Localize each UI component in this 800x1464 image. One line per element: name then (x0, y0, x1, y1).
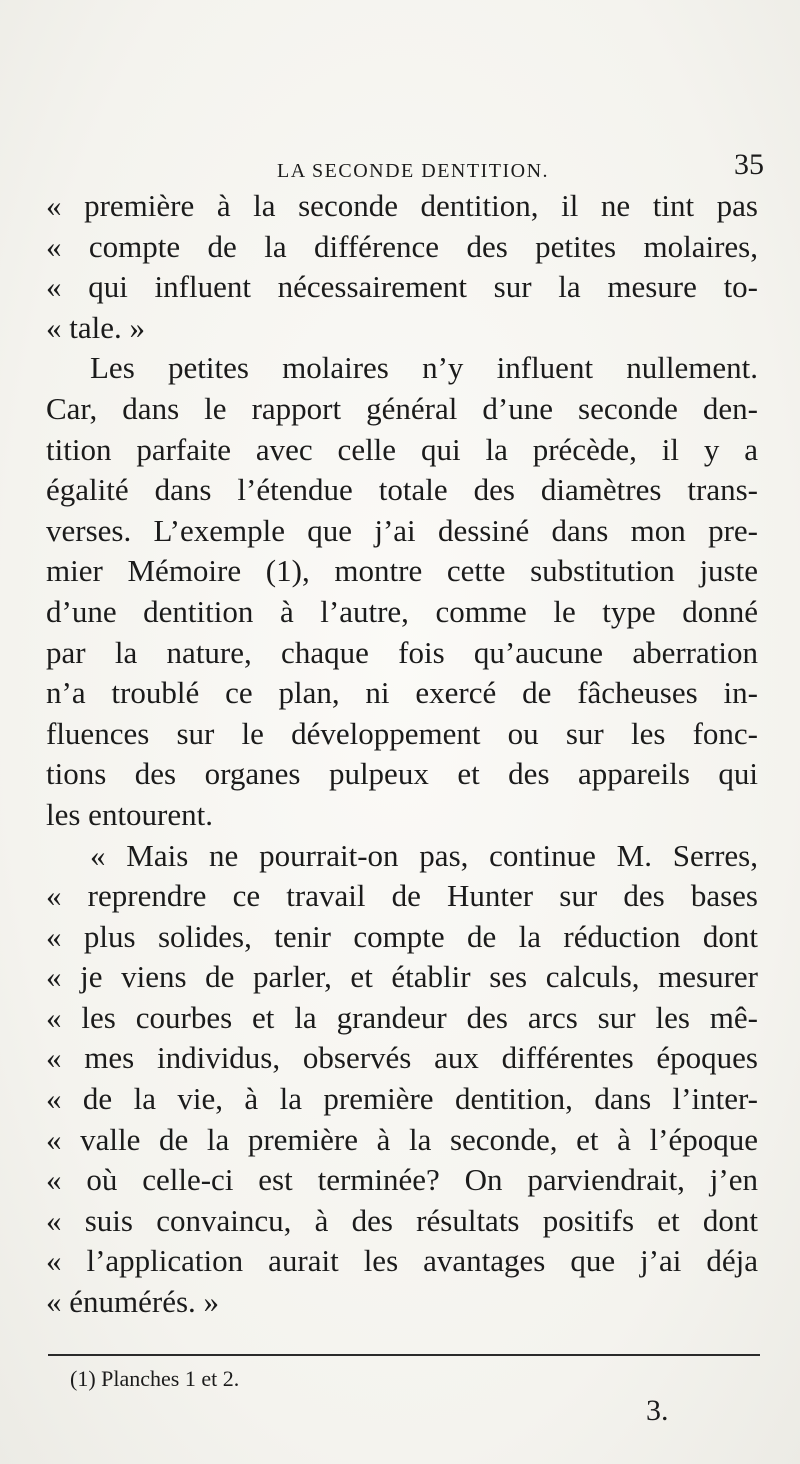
text-line: « les courbes et la grandeur des arcs sur les mê- (46, 999, 758, 1035)
text-line: tions des organes pulpeux et des appareils qui (46, 756, 758, 792)
text-line: d’une dentition à l’autre, comme le type donné (46, 593, 758, 629)
paragraph-start-line: « Mais ne pourrait-on pas, continue M. Serres, (90, 837, 758, 873)
text-line: « où celle-ci est terminée? On parviendrait, j’en (46, 1162, 758, 1198)
text-line: « de la vie, à la première dentition, dans l’inter- (46, 1081, 758, 1117)
footnote: (1) Planches 1 et 2. (70, 1366, 240, 1391)
text-line: tition parfaite avec celle qui la précède, il y a (46, 431, 758, 467)
body-text (46, 186, 758, 1323)
text-line: « énumérés. » (46, 1284, 220, 1320)
signature-mark: 3. (646, 1394, 669, 1427)
footnote-divider (48, 1354, 760, 1356)
text-line: « reprendre ce travail de Hunter sur des bases (46, 878, 758, 914)
text-line: Car, dans le rapport général d’une seconde den- (46, 390, 758, 426)
text-line: verses. L’exemple que j’ai dessiné dans mon pre- (46, 512, 758, 548)
text-line: par la nature, chaque fois qu’aucune aberration (46, 634, 758, 670)
text-line: n’a troublé ce plan, ni exercé de fâcheuses in- (46, 675, 758, 711)
running-title: LA SECONDE DENTITION. (276, 160, 550, 182)
text-line: « l’application aurait les avantages que j’ai déja (46, 1243, 758, 1279)
text-line: les entourent. (46, 796, 214, 832)
text-line: « qui influent nécessairement sur la mesure to- (46, 269, 758, 305)
text-line: mier Mémoire (1), montre cette substitution juste (46, 553, 758, 589)
text-line: fluences sur le développement ou sur les fonc- (46, 715, 758, 751)
running-head (46, 148, 768, 188)
text-line: « tale. » (46, 309, 145, 345)
text-line: « plus solides, tenir compte de la réduction dont (46, 918, 758, 954)
text-line: égalité dans l’étendue totale des diamètres trans- (46, 472, 758, 508)
text-line: « mes individus, observés aux différentes époques (46, 1040, 758, 1076)
page-number: 35 (734, 148, 764, 181)
text-line: « compte de la différence des petites molaires, (46, 228, 758, 264)
text-line: « première à la seconde dentition, il ne tint pas (46, 188, 758, 223)
text-line: « valle de la première à la seconde, et à l’époque (46, 1121, 758, 1157)
paragraph-start-line: Les petites molaires n’y influent nullement. (90, 350, 758, 386)
text-line: « suis convaincu, à des résultats positifs et dont (46, 1202, 758, 1238)
text-line: « je viens de parler, et établir ses calculs, mesurer (46, 959, 758, 995)
